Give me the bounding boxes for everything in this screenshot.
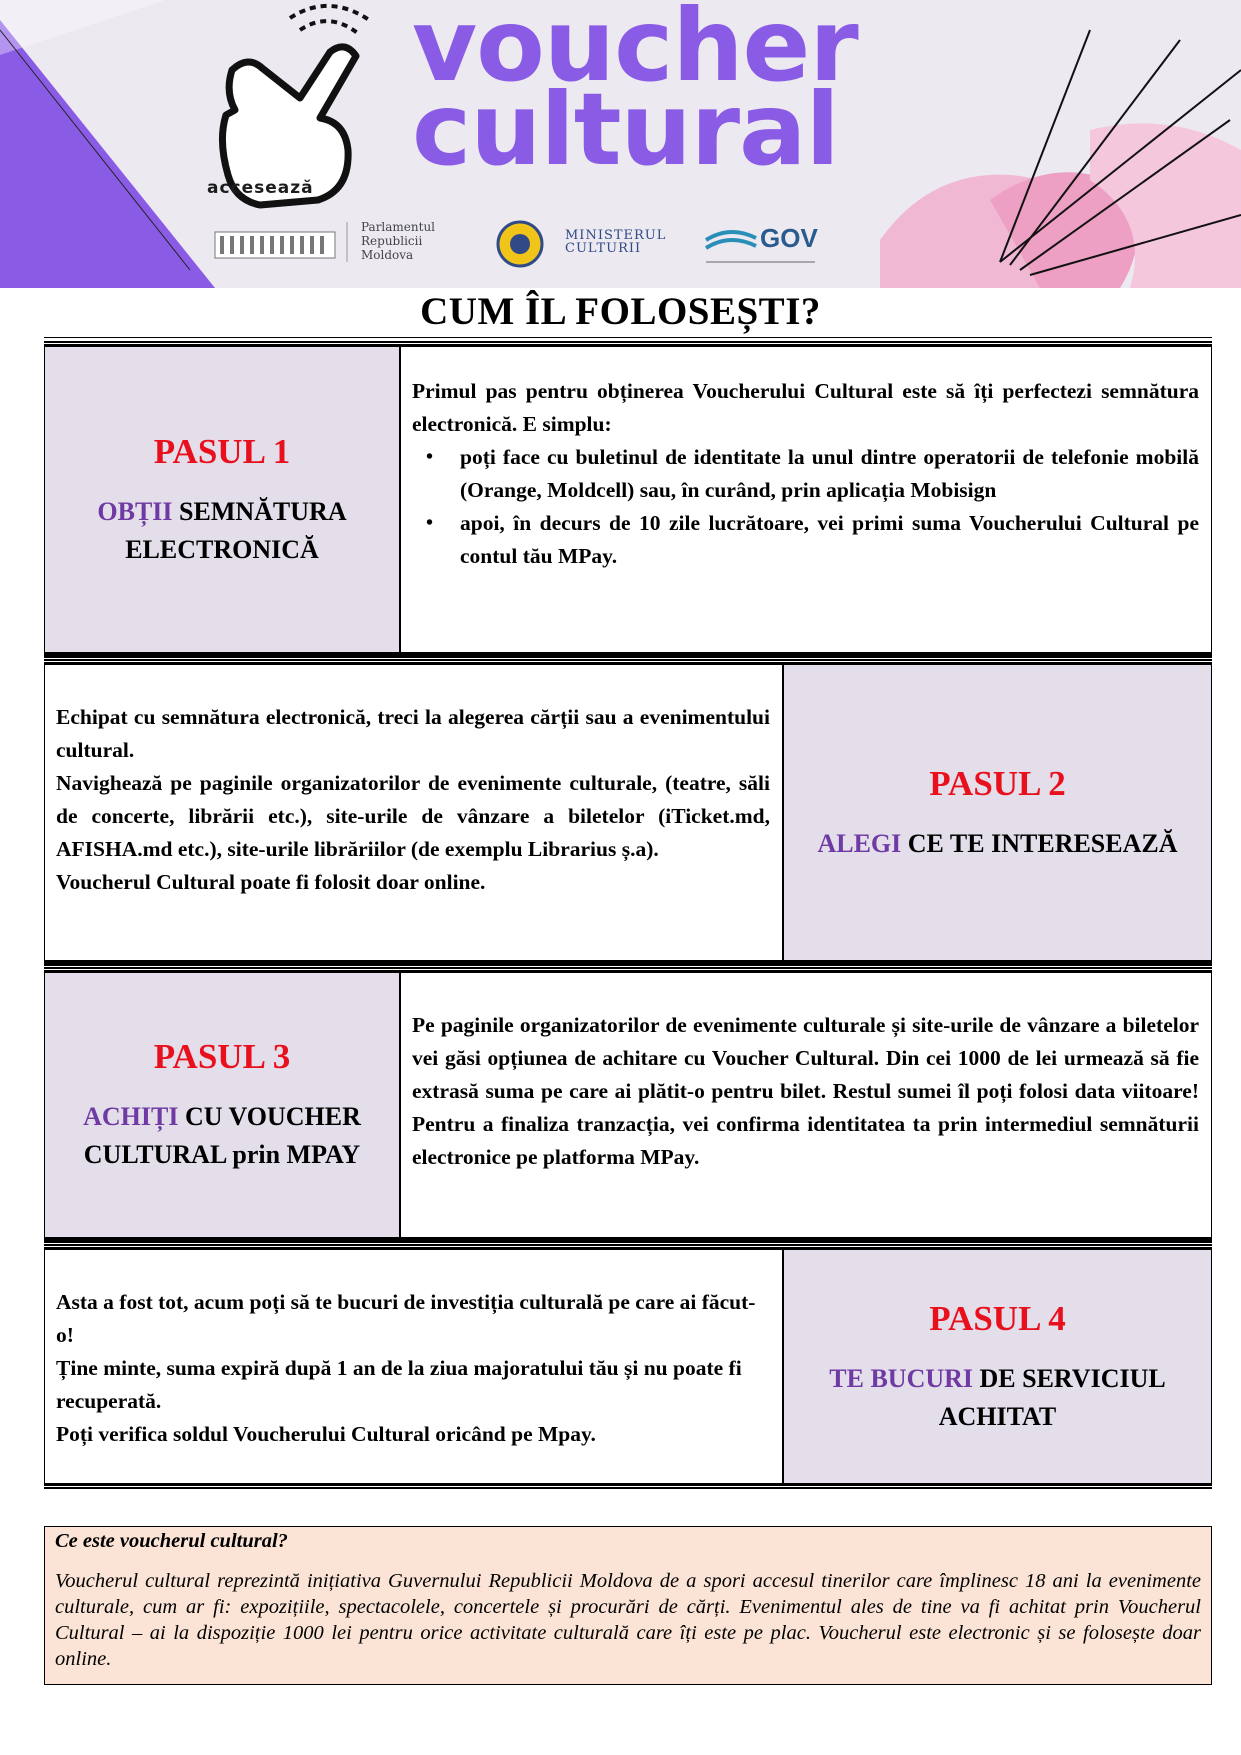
step-4-row [44,1244,1212,1489]
step-1-row [44,341,1212,658]
parliament-logo-icon [215,232,335,258]
ministry-emblem-icon [498,222,542,266]
step-3-text: Pe paginile organizatorilor de evenimente culturale și site-urile de vânzare a biletelor vei găsi opțiunea de achitare cu Voucher Cultural. Din cei 1000 de lei urmează să fie extrasă suma pe care ai plătit-o pentru bilet. Restul sumei îl poți folosi data viitoare! Pentru a finaliza tranzacția, vei confirma identitatea ta prin intermediul semnăturii electronice pe platforma MPay. [400,972,1212,1238]
list-item: • apoi, în decurs de 10 zile lucrătoare, vei primi suma Voucherului Cultural pe contul tău MPay. [426,511,1199,568]
step-title: ALEGI CE TE INTERESEAZĂ [817,828,1178,858]
step-title: TE BUCURI DE SERVICIUL ACHITAT [829,1363,1166,1431]
step-1-bullets [412,441,1199,573]
step-number: PASUL 1 [153,431,291,471]
tagline: accesează [207,178,314,198]
voucher-cultural-logo [412,0,858,188]
step-1-text [400,346,1212,653]
gov-logo-icon [706,232,756,248]
brand-line-1: voucher [412,0,858,104]
step-2-label [783,664,1212,961]
list-item: • poți face cu buletinul de identitate la unul dintre operatorii de telefonie mobilă (Orange, Moldcell) sau, în curând, prin aplicația Mobisign [426,445,1199,502]
step-1-intro: Primul pas pentru obținerea Voucherului Cultural este să îți perfectezi semnătura electronică. E simplu: [412,379,1199,436]
info-answer: Voucherul cultural reprezintă inițiativa Guvernului Republicii Moldova de a spori accesul tinerilor care împlinesc 18 ani la evenimente culturale, cum ar fi: expozițiile, spectacolele, concertele și procurări de cărți. Evenimentul ales de tine va fi achitat prin Voucherul Cultural – ai la dispoziție 1000 lei pentru orice activitate culturală care îți este pe plac. Voucherul este electronic și se folosește doar online. [55,1570,1201,1670]
step-2-text: Echipat cu semnătura electronică, treci la alegerea cărții sau a evenimentului cultural. Navighează pe paginile organizatorilor de evenimente culturale, (teatre, săli de concerte, librării etc.), site-urile de vânzare a biletelor (iTicket.md, AFISHA.md etc.), site-urile librăriilor (de exemplu Librarius ș.a). Voucherul Cultural poate fi folosit doar online. [44,664,783,961]
step-4-text: Asta a fost tot, acum poți să te bucuri de investiția culturală pe care ai făcut-o! Ține minte, suma expiră după 1 an de la ziua majoratului tău și nu poate fi recuperată. Poți verifica soldul Voucherului Cultural oricând pe Mpay. [44,1249,783,1484]
brand-line-2: cultural [412,71,839,188]
step-title: OBȚII SEMNĂTURA ELECTRONICĂ [97,496,347,564]
gov-label: GOV [760,223,818,253]
step-title: ACHIȚI CU VOUCHER CULTURAL prin MPAY [83,1102,361,1169]
step-number: PASUL 4 [929,1298,1066,1338]
ministry-label: MINISTERUL CULTURII [565,228,667,256]
parliament-label: Parlamentul Republicii Moldova [361,220,436,262]
info-question: Ce este voucherul cultural? [55,1530,288,1552]
page-title: CUM ÎL FOLOSEȘTI? [420,290,821,333]
info-box [44,1526,1212,1685]
step-4-label [783,1249,1212,1484]
header-banner [0,0,1241,288]
step-2-row [44,659,1212,966]
step-number: PASUL 2 [929,763,1066,803]
step-3-row [44,967,1212,1243]
step-3-label [44,972,400,1238]
step-number: PASUL 3 [153,1037,291,1076]
step-1-label [44,346,400,653]
